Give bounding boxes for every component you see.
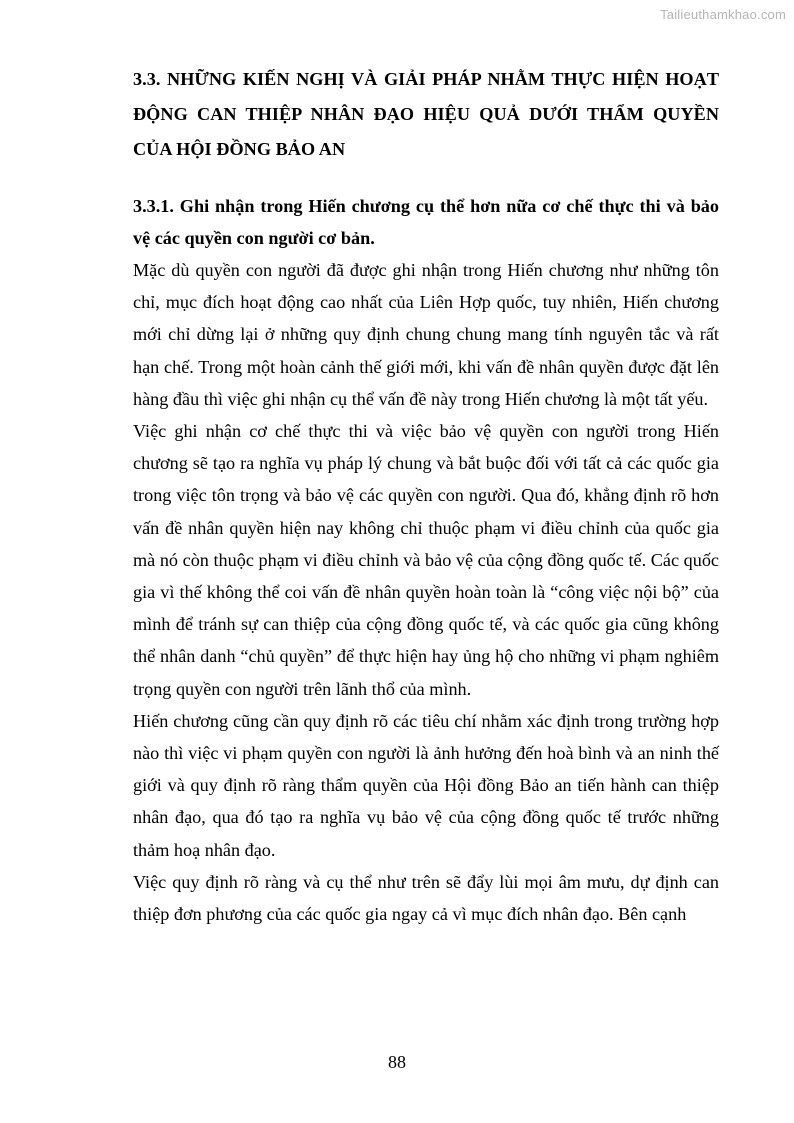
page-number: 88 <box>388 1052 406 1072</box>
paragraph-2: Việc ghi nhận cơ chế thực thi và việc bảo vệ quyền con người trong Hiến chương sẽ tạo ra nghĩa vụ pháp lý chung và bắt buộc đối với tất cả các quốc gia trong việc tôn trọng và bảo vệ các quyền con người. Qua đó, khẳng định rõ hơn vấn đề nhân quyền hiện nay không chỉ thuộc phạm vi điều chỉnh của quốc gia mà nó còn thuộc phạm vi điều chỉnh và bảo vệ của cộng đồng quốc tế. Các quốc gia vì thế không thể coi vấn đề nhân quyền hoàn toàn là “công việc nội bộ” của mình để tránh sự can thiệp của cộng đồng quốc tế, và các quốc gia cũng không thể nhân danh “chủ quyền” để thực hiện hay ủng hộ cho những vi phạm nghiêm trọng quyền con người trên lãnh thổ của mình. <box>133 421 719 699</box>
subsection-title: 3.3.1. Ghi nhận trong Hiến chương cụ thể hơn nữa cơ chế thực thi và bảo vệ các quyền con người cơ bản. <box>133 196 719 248</box>
paragraph-1: Mặc dù quyền con người đã được ghi nhận trong Hiến chương như những tôn chỉ, mục đích hoạt động cao nhất của Liên Hợp quốc, tuy nhiên, Hiến chương mới chỉ dừng lại ở những quy định chung chung mang tính nguyên tắc và rất hạn chế. Trong một hoàn cảnh thế giới mới, khi vấn đề nhân quyền được đặt lên hàng đầu thì việc ghi nhận cụ thể vấn đề này trong Hiến chương là một tất yếu. <box>133 260 719 409</box>
section-title: 3.3. NHỮNG KIẾN NGHỊ VÀ GIẢI PHÁP NHẰM THỰC HIỆN HOẠT ĐỘNG CAN THIỆP NHÂN ĐẠO HIỆU QUẢ DƯỚI THẨM QUYỀN CỦA HỘI ĐỒNG BẢO AN <box>133 69 719 159</box>
document-body <box>133 62 719 930</box>
paragraph-3: Hiến chương cũng cần quy định rõ các tiêu chí nhằm xác định trong trường hợp nào thì việc vi phạm quyền con người là ảnh hưởng đến hoà bình và an ninh thế giới và quy định rõ ràng thẩm quyền của Hội đồng Bảo an tiến hành can thiệp nhân đạo, qua đó tạo ra nghĩa vụ bảo vệ của cộng đồng quốc tế trước những thảm hoạ nhân đạo. <box>133 710 719 860</box>
watermark: Tailieuthamkhao.com <box>660 7 786 22</box>
paragraph-4: Việc quy định rõ ràng và cụ thể như trên sẽ đẩy lùi mọi âm mưu, dự định can thiệp đơn phương của các quốc gia ngay cả vì mục đích nhân đạo. Bên cạnh <box>133 871 719 925</box>
